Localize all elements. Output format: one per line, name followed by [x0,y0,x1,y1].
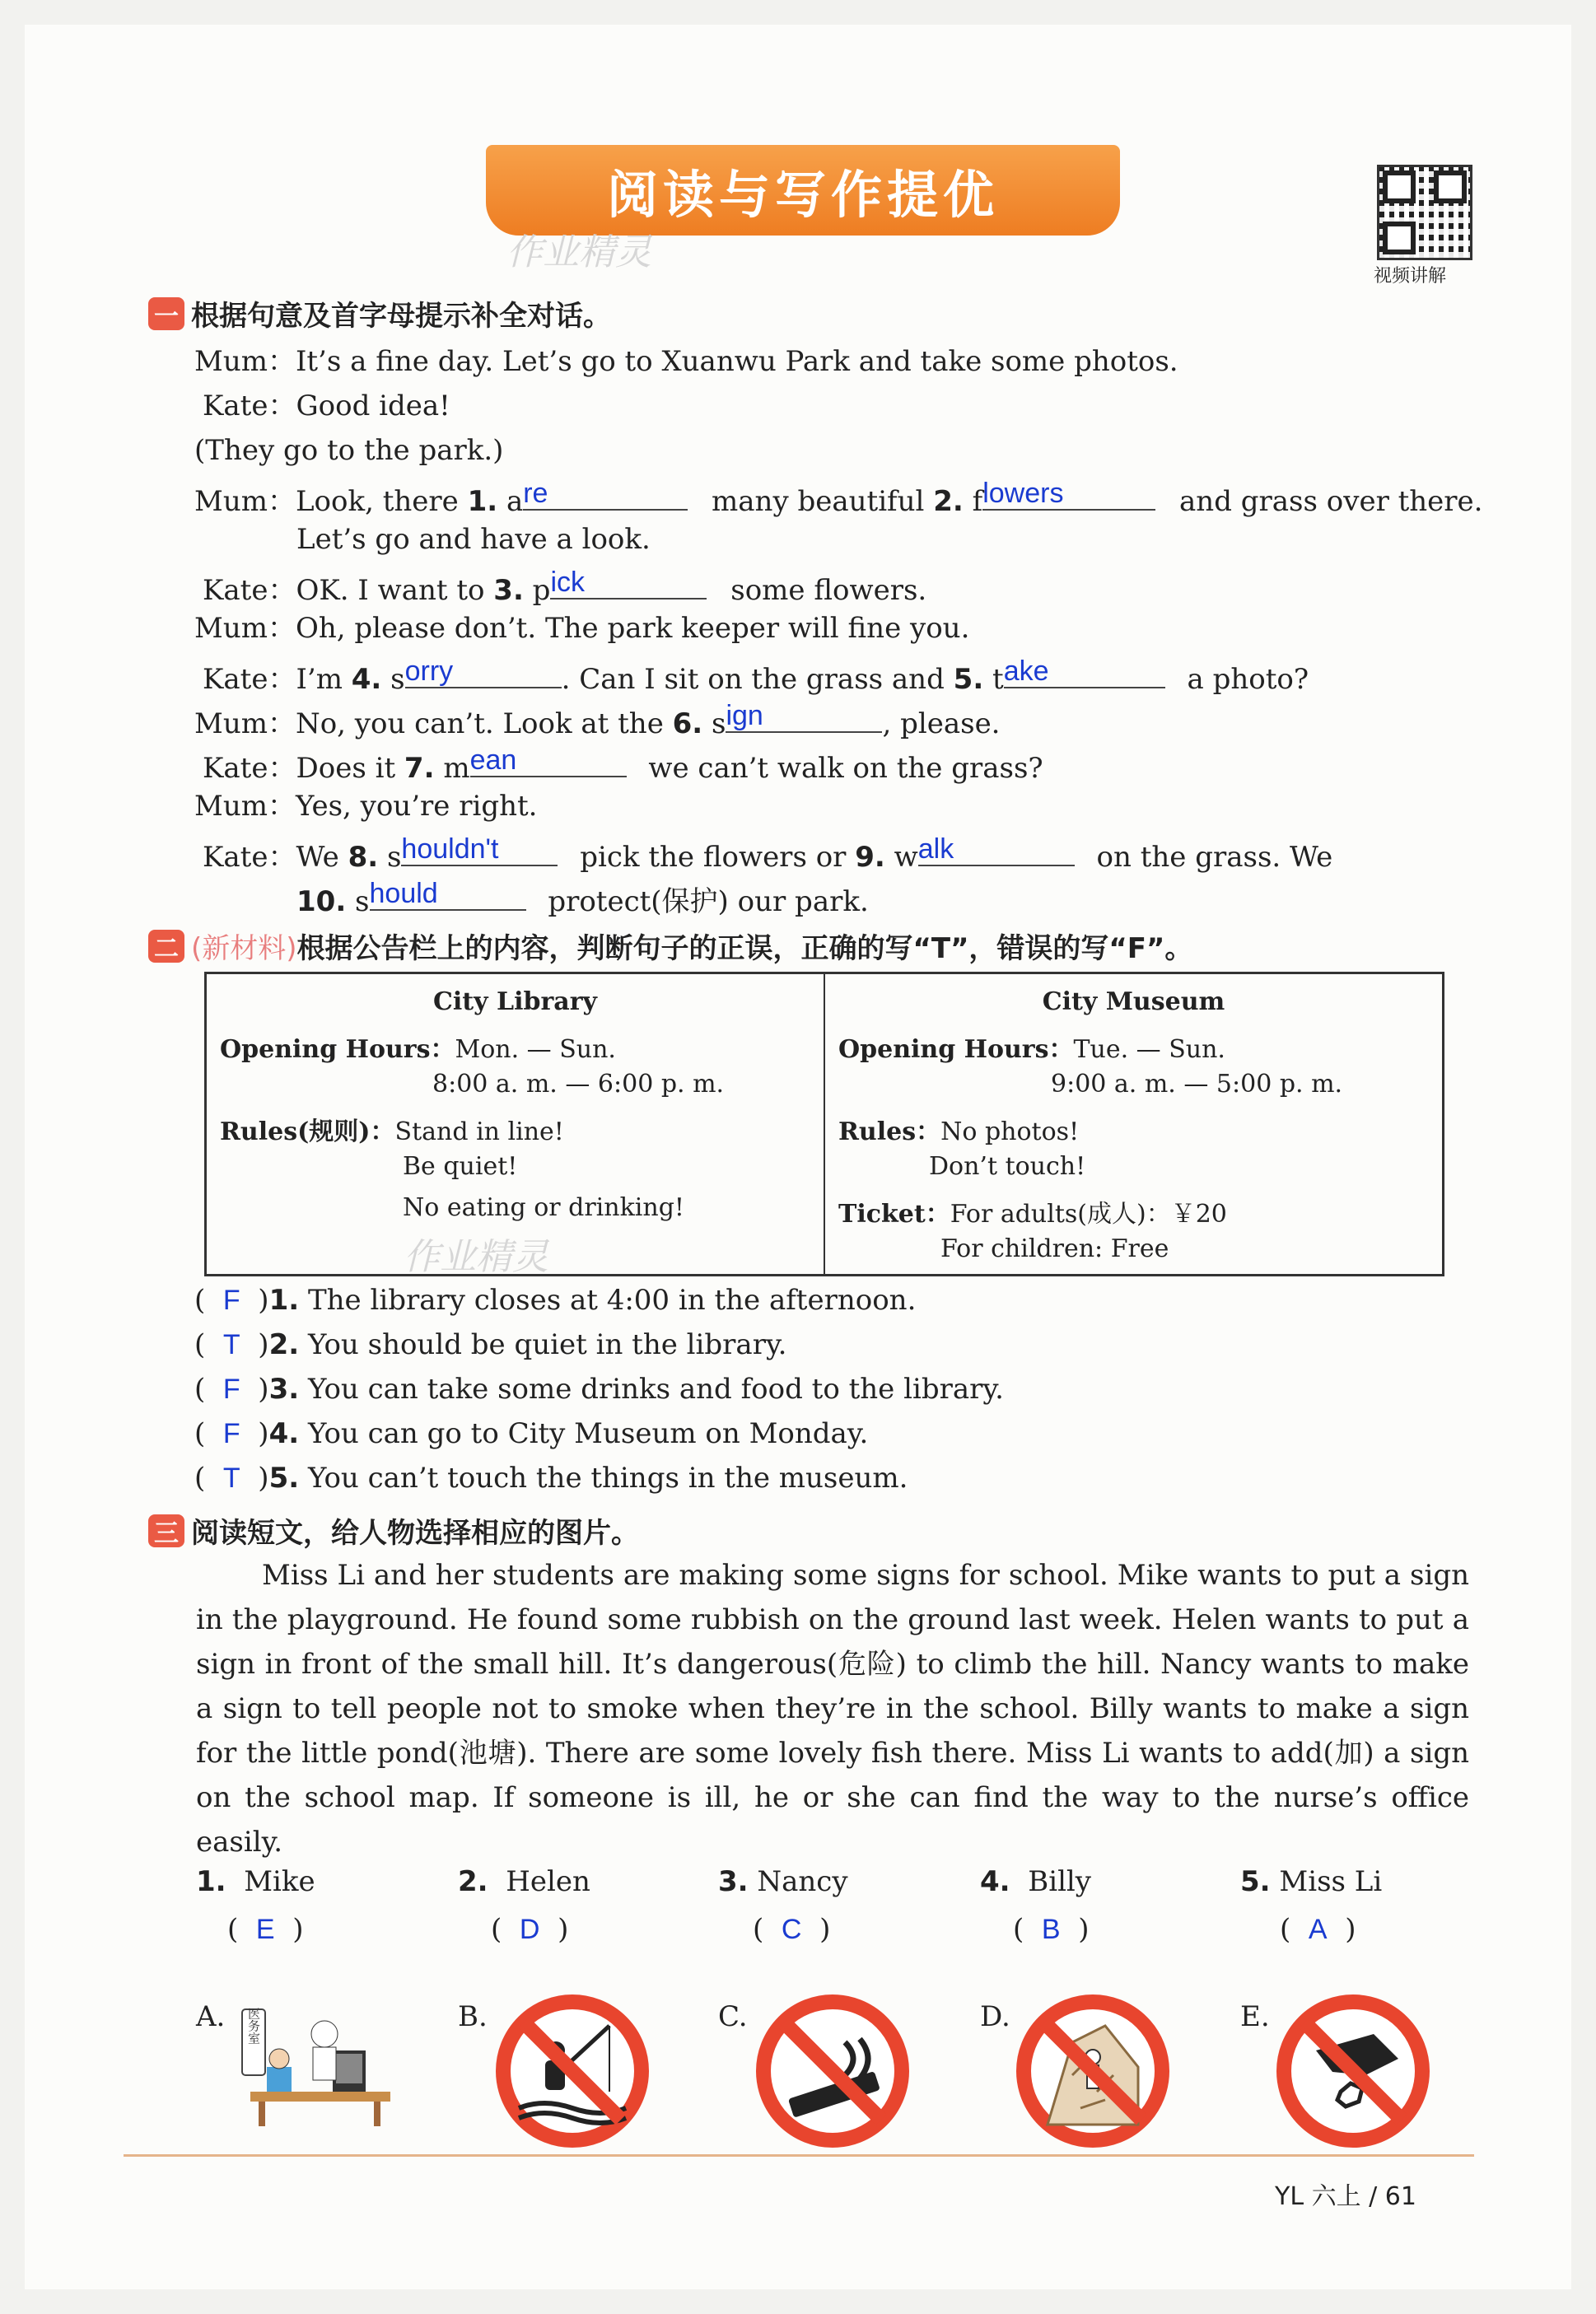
match-answer[interactable]: ( A ) [1280,1913,1356,1946]
picture-label: A. [196,2000,226,2033]
footer-divider [124,2154,1474,2157]
dialogue-line: Mum：Look, there 1. a re many beautiful 2. f lowers and grass over there. [194,478,1483,518]
library-rule: No eating or drinking! [403,1193,684,1222]
no-fishing-sign [494,1993,651,2149]
section-number: 二 [148,930,184,963]
match-answer[interactable]: ( D ) [491,1913,569,1946]
answer-blank-9[interactable]: alk [918,837,1075,866]
dialogue-line: 10. s hould protect(保护) our park. [296,878,869,918]
section-1-heading [148,293,611,334]
qr-label[interactable]: 视频讲解 [1374,266,1447,287]
tf-answer[interactable]: F [222,1285,240,1316]
answer-blank-5[interactable]: ake [1004,659,1165,688]
match-answer[interactable]: ( E ) [227,1913,304,1946]
tf-answer[interactable]: T [222,1329,240,1360]
answer-blank-10[interactable]: hould [370,881,526,911]
tf-item: ( F )1. The library closes at 4:00 in the afternoon. [194,1284,917,1317]
match-answer[interactable]: ( B ) [1013,1913,1090,1946]
tf-item: ( T )5. You can’t touch the things in the museum. [194,1462,908,1495]
museum-ticket: For children: Free [940,1234,1169,1263]
section-instruction: 根据公告栏上的内容，判断句子的正误，正确的写“T”，错误的写“F”。 [296,932,1193,965]
page-footer: YL 六上 / 61 [1275,2182,1416,2211]
qr-code-icon[interactable] [1377,165,1472,260]
library-time: 8:00 a. m. — 6:00 p. m. [432,1070,725,1099]
watermark: 作业精灵 [404,1236,548,1278]
section-tag: (新材料) [191,932,297,965]
tf-answer[interactable]: F [222,1374,240,1405]
no-climbing-sign [1015,1993,1171,2149]
museum-notice: City Museum Opening Hours：Tue. — Sun. 9:00 a. m. — 5:00 p. m. Rules：No photos! Don’t touch! Ticket：For adults(成人)：￥20 For children: Free [824,974,1442,1274]
picture-label: D. [980,2000,1010,2033]
dialogue-line: Mum：Oh, please don’t. The park keeper will fine you. [194,612,970,645]
library-title: City Library [433,987,597,1016]
person-item: 4. Billy [980,1865,1092,1898]
dialogue-line: Kate：We 8. s houldn't pick the flowers or 9. w alk on the grass. We [203,833,1333,874]
tf-item: ( T )2. You should be quiet in the library. [194,1328,787,1361]
reading-passage: Miss Li and her students are making some signs for school. Mike wants to put a sign in the playground. He found some rubbish on the ground last week. Helen wants to put a sign in front of the small hill. It’s dangerous(危险) to climb the hill. Nancy wants to make a sign to tell people not to smoke when they’re in the school. Billy wants to make a sign for the little pond(池塘). There are some lovely fish there. Miss Li wants to add(加) a sign on the school map. If someone is ill, he or she can find the way to the nurse’s office easily. [196,1559,1469,1859]
notice-board [204,972,1444,1276]
tf-answer[interactable]: F [222,1418,240,1449]
person-item: 5. Miss Li [1240,1865,1383,1898]
museum-time: 9:00 a. m. — 5:00 p. m. [1051,1070,1343,1099]
picture-label: E. [1240,2000,1270,2033]
answer-blank-4[interactable]: orry [405,659,562,688]
dialogue-line: Mum：It’s a fine day. Let’s go to Xuanwu Park and take some photos. [194,345,1178,378]
dialogue-line: Kate：Good idea! [203,390,450,422]
section-number: 三 [148,1514,184,1547]
tf-answer[interactable]: T [222,1463,240,1494]
no-littering-sign [1275,1993,1431,2149]
dialogue-line: Kate：Does it 7. m ean we can’t walk on the grass? [203,744,1043,785]
answer-blank-6[interactable]: ign [726,703,882,733]
dialogue-line: Mum：No, you can’t. Look at the 6. s ign , please. [194,700,1001,740]
person-item: 1. Mike [196,1865,315,1898]
dialogue-line: (They go to the park.) [194,434,504,467]
answer-blank-1[interactable]: re [523,481,688,511]
section-instruction: 阅读短文，给人物选择相应的图片。 [191,1517,639,1550]
tf-item: ( F )4. You can go to City Museum on Monday. [194,1417,869,1450]
answer-blank-3[interactable]: ick [550,570,707,599]
nurse-office-picture [234,1993,399,2133]
dialogue-line: Kate：OK. I want to 3. p ick some flowers. [203,567,927,607]
library-rule: Be quiet! [403,1152,518,1181]
museum-title: City Museum [1042,987,1225,1016]
watermark: 作业精灵 [506,231,651,273]
page-title: 阅读与写作提优 [486,145,1120,236]
answer-blank-8[interactable]: houldn't [401,837,558,866]
match-answer[interactable]: ( C ) [753,1913,831,1946]
dialogue-line: Mum：Yes, you’re right. [194,790,538,823]
dialogue-line: Kate：I’m 4. s orry . Can I sit on the grass and 5. t ake a photo? [203,655,1309,696]
section-3-heading [148,1510,639,1551]
answer-blank-7[interactable]: ean [470,748,627,777]
section-2-heading [148,926,1192,966]
library-notice: City Library Opening Hours：Mon. — Sun. 8:00 a. m. — 6:00 p. m. Rules(规则)：Stand in line! Be quiet! No eating or drinking! [207,974,824,1274]
answer-blank-2[interactable]: lowers [982,481,1155,511]
picture-label: B. [458,2000,488,2033]
museum-rule: Don’t touch! [929,1152,1086,1181]
dialogue-line: Let’s go and have a look. [296,523,651,556]
sign-text: 医务室 [246,2007,261,2045]
section-number: 一 [148,297,184,330]
section-instruction: 根据句意及首字母提示补全对话。 [191,300,611,333]
person-item: 2. Helen [458,1865,590,1898]
no-smoking-sign [754,1993,911,2149]
picture-label: C. [718,2000,748,2033]
person-item: 3. Nancy [718,1865,848,1898]
tf-item: ( F )3. You can take some drinks and food to the library. [194,1373,1004,1406]
